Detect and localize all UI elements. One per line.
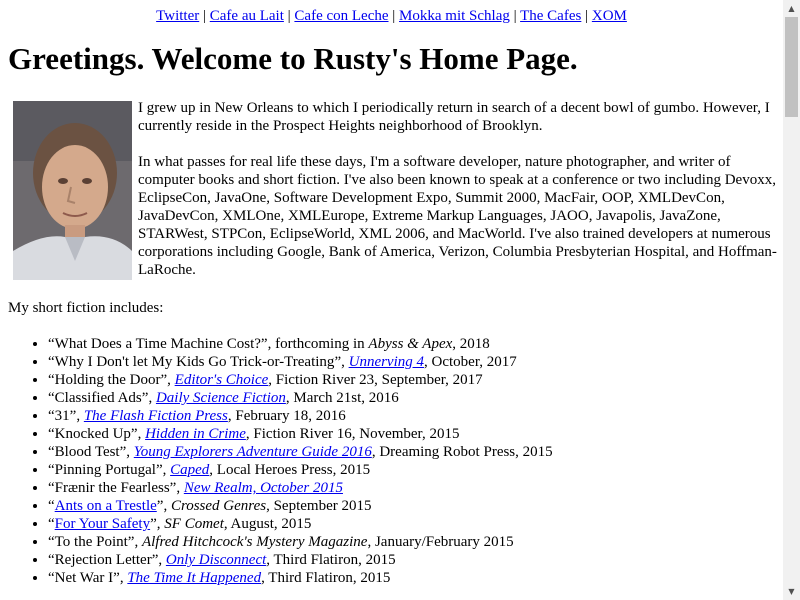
story-title: Rejection Letter [54, 552, 152, 568]
fiction-list-item [48, 461, 783, 479]
publication-link[interactable]: Young Explorers Adventure Guide 2016 [133, 444, 372, 460]
separator-text: , [167, 372, 175, 388]
publication-details: , Dreaming Robot Press, 2015 [371, 444, 553, 460]
author-photo [13, 101, 132, 280]
triangle-up-icon[interactable]: ▲ [788, 4, 795, 13]
separator-text: , [163, 498, 171, 514]
close-quote: ” [155, 462, 163, 478]
intro-paragraph: In what passes for real life these days, I'm a software developer, nature photographer, and writer of computer books and short fiction. I've also been known to speak at a conference or two including Devoxx, EclipseCon, JavaOne, Software Development Expo, Summit 2000, MacFair, OOP, XMLDevCon, JavaDevCon, XMLOne, XMLEurope, Extreme Markup Languages, JAOO, Javapolis, JavaZone, STARWest, STPCon, EclipseWorld, XML 2006, and MacWorld. I've also trained developers at numerous corporations including Google, Bank of America, Verizon, Columbia Presbyterian Hospital, and Hoffman-LaRoche. [138, 154, 777, 278]
story-title: Net War I [54, 570, 114, 586]
triangle-down-icon[interactable]: ▼ [788, 587, 795, 596]
fiction-list-item [48, 533, 783, 551]
fiction-list-item [48, 371, 783, 389]
nav-separator: | [202, 8, 206, 24]
fiction-list-item [48, 425, 783, 443]
story-title-link[interactable]: Ants on a Trestle [54, 498, 157, 514]
open-quote: “ [48, 390, 55, 406]
fiction-list-item [48, 515, 783, 533]
intro-section [8, 99, 783, 283]
close-quote: ” [113, 570, 120, 586]
open-quote: “ [48, 408, 55, 424]
publication-details: , Third Flatiron, 2015 [261, 570, 391, 586]
fiction-heading: My short fiction includes: [8, 300, 164, 316]
nav-link-the-cafes[interactable]: The Cafes [520, 8, 582, 24]
publication-link[interactable]: New Realm, October 2015 [183, 480, 343, 496]
separator-text: , [341, 354, 349, 370]
open-quote: “ [48, 516, 55, 532]
publication-details: , February 18, 2016 [227, 408, 346, 424]
vertical-scrollbar[interactable] [783, 0, 800, 600]
fiction-list-item [48, 551, 783, 569]
story-title: To the Point [54, 534, 128, 550]
story-title: What Does a Time Machine Cost? [54, 336, 261, 352]
open-quote: “ [48, 552, 55, 568]
publication-details: , Third Flatiron, 2015 [266, 552, 396, 568]
open-quote: “ [48, 570, 55, 586]
close-quote: ” [141, 390, 149, 406]
publication-details: , August, 2015 [223, 516, 312, 532]
fiction-list-item [48, 497, 783, 515]
close-quote: ” [69, 408, 77, 424]
top-navigation [0, 7, 783, 27]
story-title: 31 [54, 408, 70, 424]
close-quote: ” [260, 336, 268, 352]
separator-text: , [156, 516, 165, 532]
story-title: Holding the Door [54, 372, 161, 388]
story-title: Blood Test [54, 444, 120, 460]
separator-text: , [119, 570, 128, 586]
intro-text [138, 99, 778, 297]
close-quote: ” [160, 372, 168, 388]
separator-text: , [134, 534, 142, 550]
publication-name: Alfred Hitchcock's Mystery Magazine [141, 534, 368, 550]
open-quote: “ [48, 480, 55, 496]
publication-link[interactable]: Editor's Choice [174, 372, 269, 388]
close-quote: ” [127, 534, 135, 550]
publication-details: , October, 2017 [424, 354, 517, 370]
story-title: Pinning Portugal [54, 462, 156, 478]
publication-details: , September 2015 [266, 498, 372, 514]
separator-text: , [176, 480, 184, 496]
fiction-list-item [48, 407, 783, 425]
publication-name: Crossed Genres [170, 498, 267, 514]
nav-link-xom[interactable]: XOM [591, 8, 627, 24]
open-quote: “ [48, 336, 55, 352]
publication-name: Abyss & Apex [368, 336, 453, 352]
publication-details: , Fiction River 23, September, 2017 [268, 372, 483, 388]
fiction-list-item [48, 353, 783, 371]
separator-text: , [76, 408, 84, 424]
open-quote: “ [48, 444, 55, 460]
story-title: Frænir the Fearless [54, 480, 170, 496]
separator-text: , [126, 444, 134, 460]
publication-link[interactable]: Unnerving 4 [348, 354, 425, 370]
fiction-list-item [48, 389, 783, 407]
nav-link-cafe-au-lait[interactable]: Cafe au Lait [209, 8, 284, 24]
open-quote: “ [48, 354, 55, 370]
nav-separator: | [287, 8, 291, 24]
fiction-list-item [48, 335, 783, 353]
publication-link[interactable]: The Time It Happened [127, 570, 262, 586]
open-quote: “ [48, 534, 55, 550]
publication-name: SF Comet [164, 516, 224, 532]
publication-link[interactable]: Hidden in Crime [145, 426, 246, 442]
close-quote: ” [151, 552, 159, 568]
publication-details: , Local Heroes Press, 2015 [209, 462, 371, 478]
nav-link-cafe-con-leche[interactable]: Cafe con Leche [294, 8, 389, 24]
open-quote: “ [48, 462, 55, 478]
publication-details: , March 21st, 2016 [285, 390, 399, 406]
page-title: Greetings. Welcome to Rusty's Home Page. [8, 41, 578, 76]
publication-link[interactable]: Only Disconnect [165, 552, 267, 568]
nav-link-twitter[interactable]: Twitter [156, 8, 200, 24]
story-title-link[interactable]: For Your Safety [54, 516, 151, 532]
intro-paragraph: I grew up in New Orleans to which I periodically return in search of a decent bowl of gumbo. However, I currently reside in the Prospect Heights neighborhood of Brooklyn. [138, 100, 770, 134]
scrollbar-thumb[interactable] [785, 17, 798, 117]
publication-link[interactable]: The Flash Fiction Press [83, 408, 228, 424]
separator-text: , [158, 552, 166, 568]
open-quote: “ [48, 372, 55, 388]
story-title: Knocked Up [54, 426, 131, 442]
open-quote: “ [48, 426, 55, 442]
publication-link[interactable]: Daily Science Fiction [155, 390, 286, 406]
publication-details: , 2018 [452, 336, 490, 352]
fiction-list-item [48, 479, 783, 497]
fiction-list-item [48, 443, 783, 461]
open-quote: “ [48, 498, 55, 514]
portrait-image [13, 101, 132, 280]
close-quote: ” [169, 480, 177, 496]
story-title: Classified Ads [54, 390, 142, 406]
close-quote: ” [156, 498, 164, 514]
separator-text: , [137, 426, 146, 442]
fiction-list-item [48, 569, 783, 587]
nav-separator: | [585, 8, 589, 24]
publication-details: , January/February 2015 [367, 534, 514, 550]
separator-text: , forthcoming in [267, 336, 369, 352]
fiction-list [0, 335, 783, 587]
nav-link-mokka-mit-schlag[interactable]: Mokka mit Schlag [399, 8, 510, 24]
publication-link[interactable]: Caped [170, 462, 210, 478]
story-title: Why I Don't let My Kids Go Trick-or-Treating [54, 354, 335, 370]
separator-text: , [148, 390, 156, 406]
publication-details: , Fiction River 16, November, 2015 [245, 426, 460, 442]
separator-text: , [162, 462, 171, 478]
close-quote: ” [119, 444, 127, 460]
nav-separator: | [392, 8, 396, 24]
close-quote: ” [150, 516, 157, 532]
close-quote: ” [130, 426, 138, 442]
nav-separator: | [513, 8, 517, 24]
close-quote: ” [334, 354, 342, 370]
